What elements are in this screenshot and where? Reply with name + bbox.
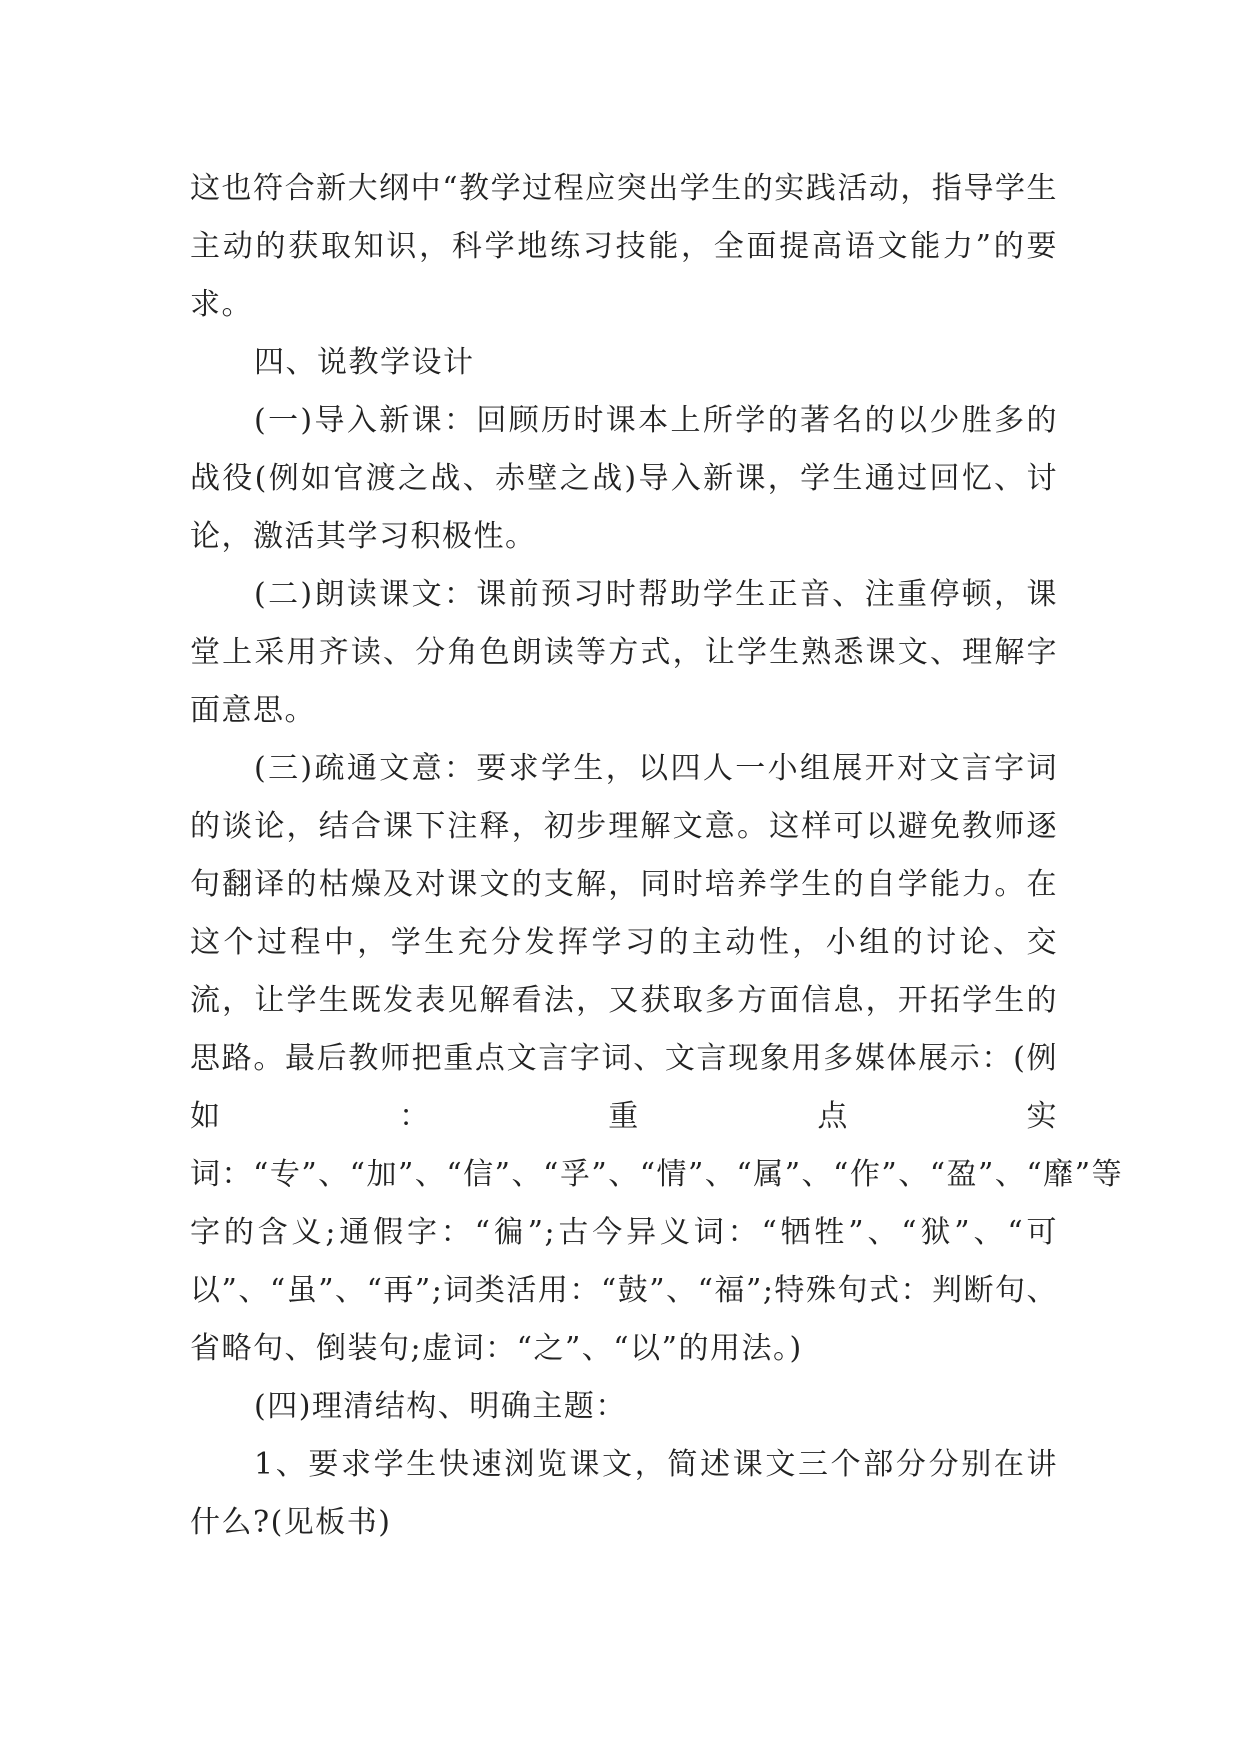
paragraph-comprehension: (三)疏通文意：要求学生，以四人一小组展开对文言字词的谈论，结合课下注释，初步理解文意。这样可以避免教师逐句翻译的枯燥及对课文的支解，同时培养学生的自学能力。在这个过程中，学生充分发挥学习的主动性，小组的讨论、交流，让学生既发表见解看法，又获取多方面信息，开拓学生的思路。最后教师把重点文言字词、文言现象用多媒体展示：(例如：重点实词：“专”、“加”、“信”、“孚”、“情”、“属”、“作”、“盈”、“靡”等字的含义;通假字：“徧”;古今异义词：“牺牲”、“狱”、“可以”、“虽”、“再”;词类活用：“鼓”、“福”;特殊句式：判断句、省略句、倒装句;虚词：“之”、“以”的用法。) [190,751,1124,1366]
paragraph-import-lesson: (一)导入新课：回顾历时课本上所学的著名的以少胜多的战役(例如官渡之战、赤壁之战)导入新课，学生通过回忆、讨论，激活其学习积极性。 [190,403,1058,554]
document-body [190,160,1124,1552]
paragraph-structure-heading: (四)理清结构、明确主题： [254,1389,627,1424]
paragraph-step-one: 1、要求学生快速浏览课文，简述课文三个部分分别在讲什么?(见板书) [190,1447,1058,1540]
section-heading: 四、说教学设计 [254,345,475,380]
paragraph-reading: (二)朗读课文：课前预习时帮助学生正音、注重停顿，课堂上采用齐读、分角色朗读等方式，让学生熟悉课文、理解字面意思。 [190,577,1058,728]
paragraph-continuation: 这也符合新大纲中“教学过程应突出学生的实践活动，指导学生主动的获取知识，科学地练习技能，全面提高语文能力”的要求。 [190,171,1058,322]
